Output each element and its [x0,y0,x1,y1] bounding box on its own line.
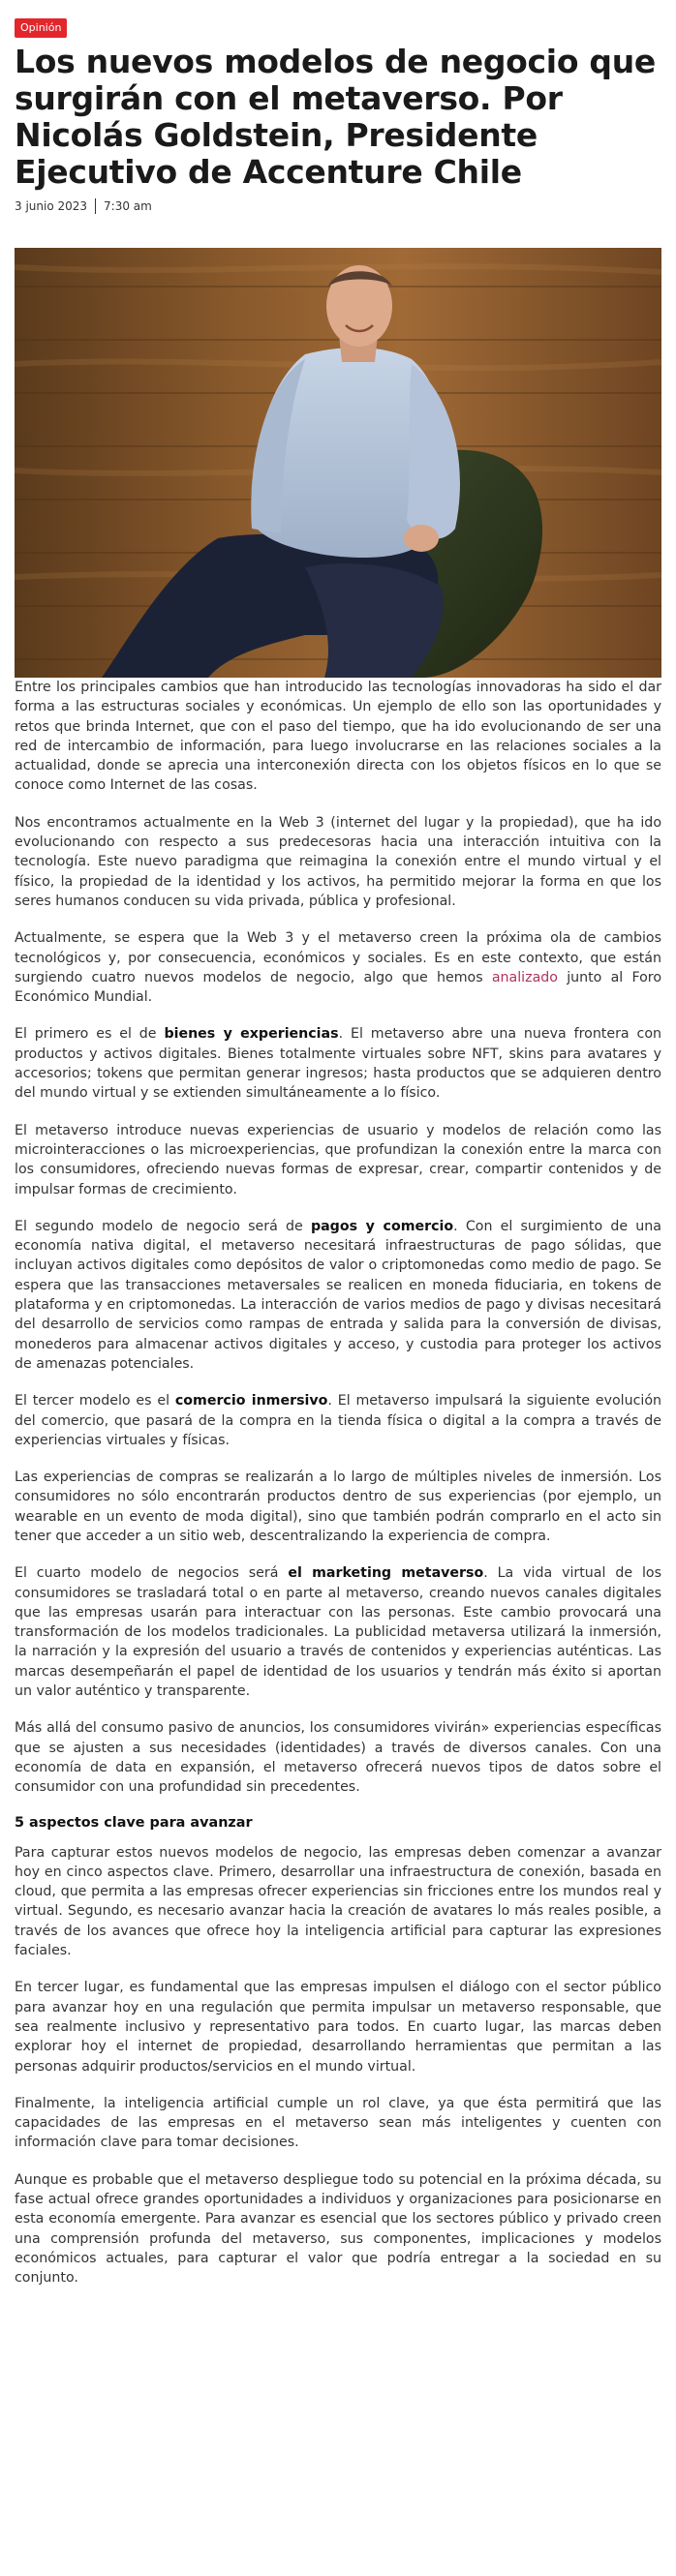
paragraph: Las experiencias de compras se realizarán a lo largo de múltiples niveles de inmersión. Los consumidores no sólo encontrarán productos dentro de sus experiencias (por ejemplo, un wearable en un evento de moda digital), sino que también podrán comprarlo en el acto sin tener que acceder a un sitio web, descentralizando la experiencia de compra. [15,1470,661,1544]
hero-photo [15,248,661,678]
paragraph: Aunque es probable que el metaverso despliegue todo su potencial en la próxima década, su fase actual ofrece grandes oportunidades a individuos y organizaciones para posicionarse en esta economía emergente. Para avanzar es esencial que los sectores público y privado creen una comprensión profunda del metaverso, sus componentes, implicaciones y modelos económicos actuales, para capturar el valor que podría entregar a la sociedad en su conjunto. [15,2171,661,2287]
paragraph-text: . El metaverso abre una nueva frontera con productos y activos digitales. Bienes totalmente virtuales sobre NFT, skins para avatares y accesorios; tokens que permitan generar ingresos; hasta productos que se adquieren dentro del mundo virtual y se extienden simultáneamente a lo físico. [15,1026,661,1102]
analizado-link[interactable]: analizado [491,969,558,985]
paragraph-text: junto al Foro Económico Mundial. [15,969,661,1006]
paragraph [15,1217,661,1374]
article-page [15,0,661,2317]
article-date: 3 junio 2023 [15,199,88,213]
bold-term: el marketing metaverso [288,1565,484,1582]
paragraph [15,928,661,1007]
paragraph: Entre los principales cambios que han introducido las tecnologías innovadoras ha sido el dar forma a las estructuras sociales y económicas. Un ejemplo de ello son las oportunidades y retos que brinda Internet, que con el paso del tiempo, que ha ido evolucionando de ser una red de intercambio de información, para luego involucrarse en las relaciones sociales a la actualidad, donde se aprecia una interconexión directa con los objetos físicos en lo que se conoce como Internet de las cosas. [15,680,661,794]
paragraph-text: El tercer modelo es el [15,1393,175,1409]
paragraph: En tercer lugar, es fundamental que las empresas impulsen el diálogo con el sector público para avanzar hoy en una regulación que permita impulsar un metaverso responsable, que sea realmente inclusivo y representativo para todos. En cuarto lugar, las marcas deben explorar hoy el internet de propiedad, desarrollando herramientas que permitan a las personas adquirir productos/servicios en el mundo virtual. [15,1980,661,2075]
paragraph: Más allá del consumo pasivo de anuncios, los consumidores vivirán» experiencias específicas que se ajusten a sus necesidades (identidades) a través de diversos canales. Con una economía de data en expansión, el metaverso ofrecerá nuevos tipos de datos sobre el consumidor con una profundidad sin precedentes. [15,1720,661,1796]
paragraph [15,1024,661,1103]
category-badge[interactable]: Opinión [15,18,67,38]
paragraph [15,1391,661,1450]
meta-divider [95,198,96,214]
paragraph: El metaverso introduce nuevas experiencias de usuario y modelos de relación como las microinteracciones o las microexperiencias, que profundizan la conexión entre la marca con los consumidores, ofreciendo nuevas formas de expresar, crear, compartir contenidos y de impulsar formas de crecimiento. [15,1122,661,1197]
paragraph-text: El primero es el de [15,1026,165,1043]
article-body [15,678,661,2288]
paragraph-text: El segundo modelo de negocio será de [15,1218,311,1234]
paragraph-text: . La vida virtual de los consumidores se trasladará total o en parte al metaverso, creando nuevos canales digitales que las empresas usarán para interactuar con las personas. Este cambio provocará una transformación de los modelos tradicionales. La publicidad metaversa utilizará la inmersión, la narración y la expresión del usuario a través de contenidos y experiencias auténticas. Las marcas desempeñarán el papel de identidad de los usuarios y tendrán más éxito si aportan un valor auténtico y transparente. [15,1565,661,1700]
paragraph: Nos encontramos actualmente en la Web 3 (internet del lugar y la propiedad), que ha ido evolucionando con respecto a sus predecesoras hacia una interacción intuitiva con la tecnología. Este nuevo paradigma que reimagina la conexión entre el mundo virtual y el físico, la propiedad de la identidad y los activos, ha permitido mejorar la forma en que los seres humanos conducen su vida privada, pública y profesional. [15,814,661,909]
article-title: Los nuevos modelos de negocio que surgirán con el metaverso. Por Nicolás Goldstein, Presidente Ejecutivo de Accenture Chile [15,43,656,191]
paragraph-text: Actualmente, se espera que la Web 3 y el metaverso creen la próxima ola de cambios tecnológicos y, por consecuencia, económicos y sociales. Es en este contexto, que están surgiendo cuatro nuevos modelos de negocio, algo que hemos [15,930,661,985]
paragraph-text: . Con el surgimiento de una economía nativa digital, el metaverso necesitará infraestructuras de pago sólidas, que incluyan activos digitales como depósitos de valor o criptomonedas como medio de pago. Se espera que las transacciones metaversales se realicen en moneda fiduciaria, en tokens de plataforma y en criptomonedas. La interacción de varios medios de pago y divisas necesitará del desarrollo de servicios como rampas de entrada y salida para la conversión de divisas, monederos para almacenar activos digitales y acceso, y custodia para proteger los activos de amenazas potenciales. [15,1218,661,1372]
bold-term: bienes y experiencias [164,1026,339,1043]
paragraph-text: . El metaverso impulsará la siguiente evolución del comercio, que pasará de la compra en la tienda física o digital a la compra a través de experiencias virtuales y físicas. [15,1393,662,1448]
paragraph-text: El cuarto modelo de negocios será [15,1565,289,1582]
article-time: 7:30 am [104,199,152,213]
bold-term: pagos y comercio [310,1218,454,1234]
paragraph: Para capturar estos nuevos modelos de negocio, las empresas deben comenzar a avanzar hoy en cinco aspectos clave. Primero, desarrollar una infraestructura de conexión, basada en cloud, que permita a las empresas ofrecer experiencias sin fricciones entre los mundos real y virtual. Segundo, es necesario avanzar hacia la creación de avatares lo más reales posible, a través de los avances que ofrece hoy la inteligencia artificial para capturar las expresiones faciales. [15,1844,661,1959]
article-meta [15,198,661,214]
paragraph [15,1563,661,1701]
bold-term: comercio inmersivo [174,1393,328,1409]
section-heading: 5 aspectos clave para avanzar [15,1814,253,1831]
paragraph: Finalmente, la inteligencia artificial cumple un rol clave, ya que ésta permitirá que las capacidades de las empresas en el metaverso sean más inteligentes y cuenten con información clave para tomar decisiones. [15,2095,661,2151]
